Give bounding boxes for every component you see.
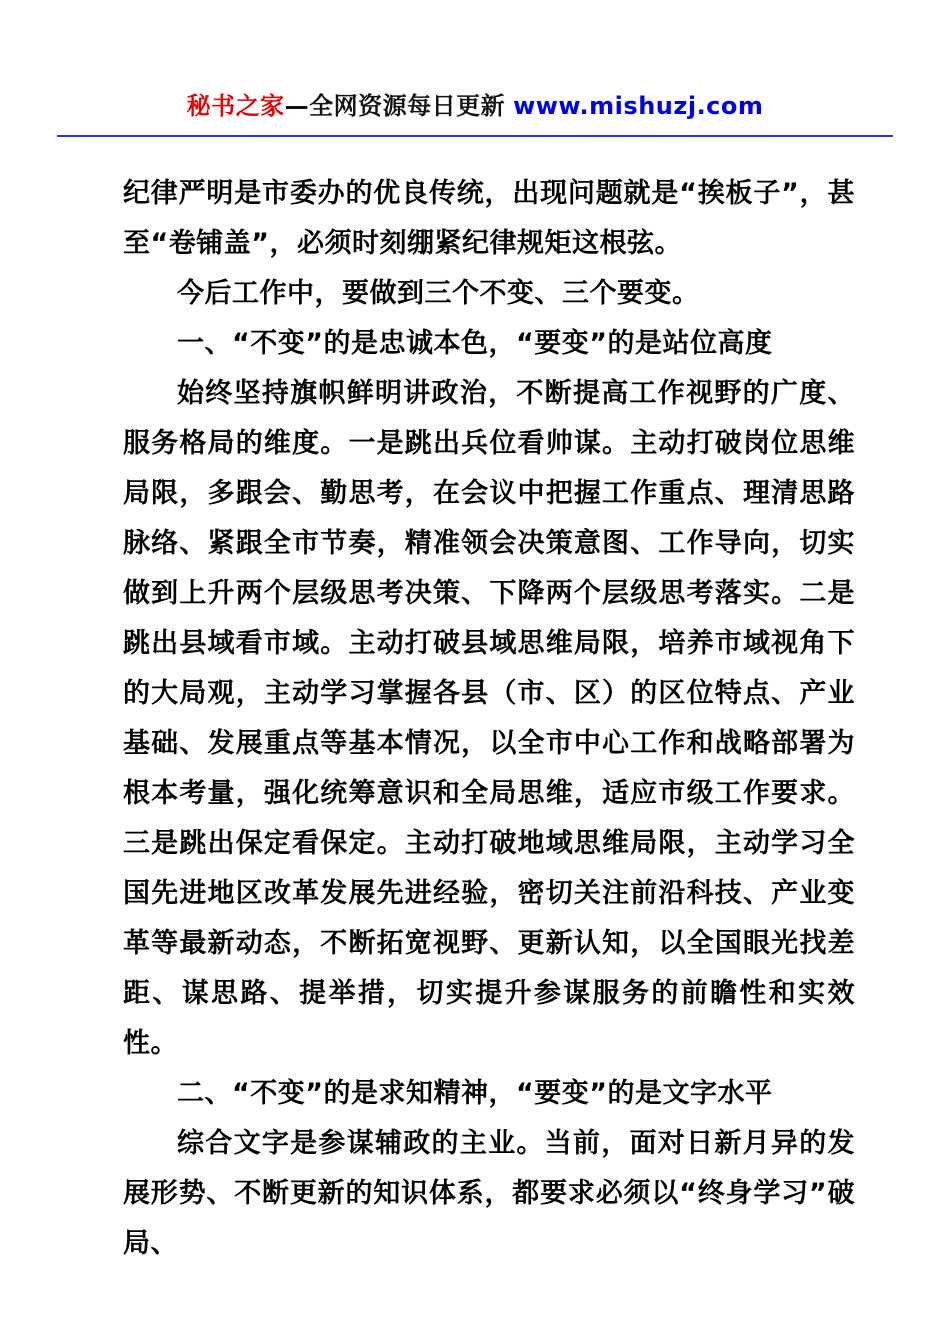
site-brand: 秘书之家 [186,92,285,120]
document-body [0,137,950,1269]
paragraph: 始终坚持旗帜鲜明讲政治，不断提高工作视野的广度、服务格局的维度。一是跳出兵位看帅谋。主动打破岗位思维局限，多跟会、勤思考，在会议中把握工作重点、理清思路脉络、紧跟全市节奏，精准领会决策意图、工作导向，切实做到上升两个层级思考决策、下降两个层级思考落实。二是跳出县域看市域。主动打破县域思维局限，培养市域视角下的大局观，主动学习掌握各县（市、区）的区位特点、产业基础、发展重点等基本情况，以全市中心工作和战略部署为根本考量，强化统筹意识和全局思维，适应市级工作要求。三是跳出保定看保定。主动打破地域思维局限，主动学习全国先进地区改革发展先进经验，密切关注前沿科技、产业变革等最新动态，不断拓宽视野、更新认知，以全国眼光找差距、谋思路、提举措，切实提升参谋服务的前瞻性和实效性。 [123,378,855,1059]
paragraph-continuation: 纪律严明是市委办的优良传统，出现问题就是“挨板子”，甚至“卷铺盖”，必须时刻绷紧纪律规矩这根弦。 [123,178,855,259]
section-heading-2: 二、“不变”的是求知精神，“要变”的是文字水平 [177,1078,773,1109]
section-heading-1: 一、“不变”的是忠诚本色，“要变”的是站位高度 [177,328,773,359]
site-tagline: —全网资源每日更新 [284,92,506,120]
paragraph: 综合文字是参谋辅政的主业。当前，面对日新月异的发展形势、不断更新的知识体系，都要求必须以“终身学习”破局、 [123,1128,855,1259]
paragraph: 今后工作中，要做到三个不变、三个要变。 [177,278,700,309]
site-url-link[interactable]: www.mishuzj.com [513,92,764,120]
site-header [0,0,950,121]
